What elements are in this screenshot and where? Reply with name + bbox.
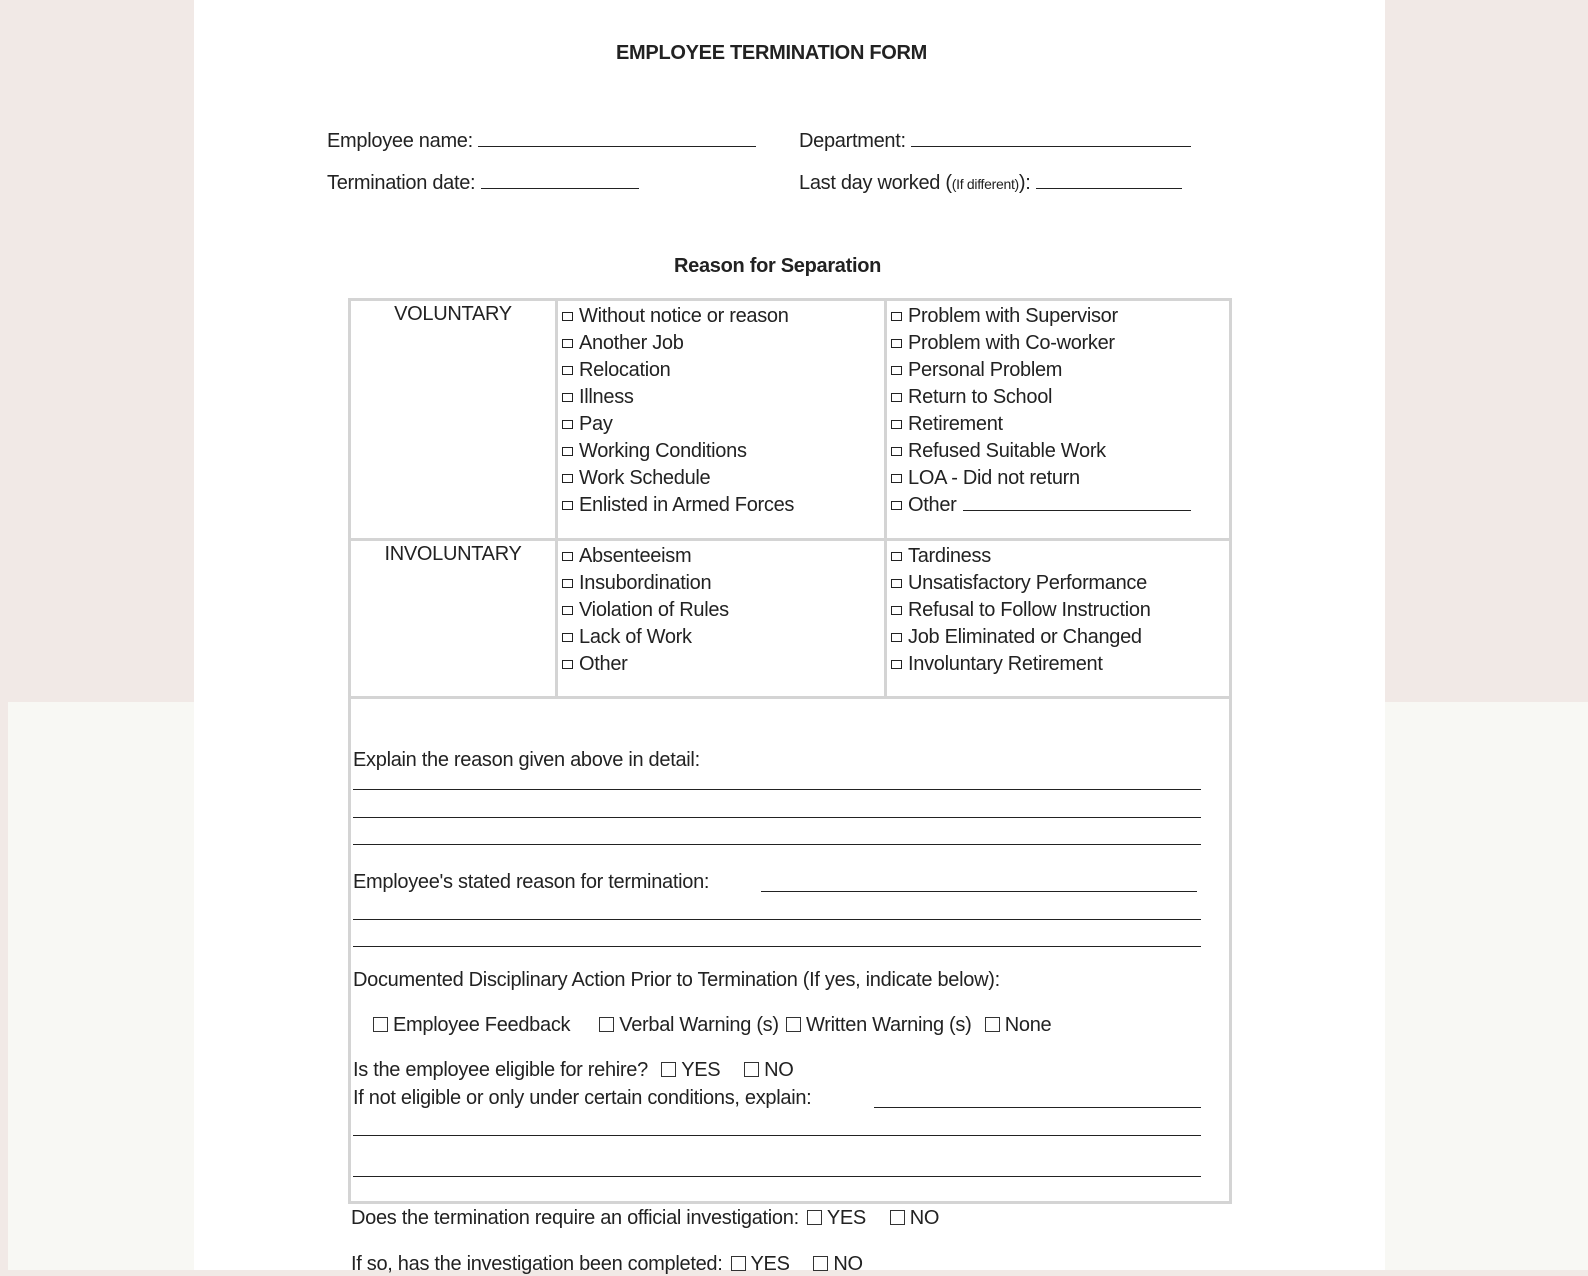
employee-name-label: Employee name: xyxy=(327,130,473,152)
last-day-note: (If different) xyxy=(951,176,1019,192)
involuntary-label: INVOLUNTARY xyxy=(350,540,557,698)
option-label: Unsatisfactory Performance xyxy=(908,572,1147,594)
option-label: Tardiness xyxy=(908,545,991,567)
option-label: Insubordination xyxy=(579,572,712,594)
reason-checkbox-option[interactable] xyxy=(562,357,880,384)
reason-checkbox-option[interactable] xyxy=(562,465,880,492)
checkbox-icon xyxy=(562,606,573,615)
checkbox-icon xyxy=(891,366,902,375)
department-label: Department: xyxy=(799,130,906,152)
involuntary-col1 xyxy=(557,540,886,698)
reason-checkbox-option[interactable] xyxy=(562,624,880,651)
last-day-label: Last day worked xyxy=(799,172,941,194)
checkbox-none[interactable]: None xyxy=(977,1014,1052,1036)
checkbox-icon xyxy=(562,552,573,561)
checkbox-icon xyxy=(562,420,573,429)
option-label: Other xyxy=(908,494,957,516)
completed-yes-checkbox[interactable]: YES xyxy=(723,1253,790,1275)
details-section xyxy=(350,698,1231,1203)
option-label: Work Schedule xyxy=(579,467,711,489)
investigation-question: Does the termination require an official investigation: YES NO xyxy=(351,1207,940,1229)
checkbox-icon xyxy=(562,633,573,642)
option-label: Relocation xyxy=(579,359,671,381)
department-field[interactable] xyxy=(799,128,1191,153)
rehire-question: Is the employee eligible for rehire? YES NO xyxy=(353,1059,794,1081)
reason-checkbox-option[interactable] xyxy=(562,303,880,330)
checkbox-icon xyxy=(562,579,573,588)
reason-checkbox-option[interactable] xyxy=(891,303,1225,330)
stated-reason-label: Employee's stated reason for termination: xyxy=(353,871,710,893)
checkbox-verbal-warning[interactable]: Verbal Warning (s) xyxy=(591,1014,778,1036)
option-label: Return to School xyxy=(908,386,1053,408)
reason-checkbox-option[interactable] xyxy=(562,570,880,597)
reason-checkbox-option[interactable] xyxy=(891,411,1225,438)
checkbox-icon xyxy=(891,606,902,615)
option-label: Other xyxy=(579,653,628,675)
reason-checkbox-option[interactable] xyxy=(562,411,880,438)
reason-checkbox-option[interactable] xyxy=(891,543,1225,570)
checkbox-icon xyxy=(891,552,902,561)
reason-checkbox-option[interactable] xyxy=(891,357,1225,384)
completed-no-checkbox[interactable]: NO xyxy=(805,1253,862,1275)
option-label: Job Eliminated or Changed xyxy=(908,626,1142,648)
option-label: Violation of Rules xyxy=(579,599,729,621)
investigation-no-checkbox[interactable]: NO xyxy=(882,1207,939,1229)
checkbox-icon xyxy=(891,501,902,510)
voluntary-label: VOLUNTARY xyxy=(350,300,557,540)
checkbox-icon xyxy=(562,393,573,402)
explain-label: Explain the reason given above in detail: xyxy=(353,749,700,771)
other-line[interactable] xyxy=(963,492,1191,511)
checkbox-icon xyxy=(891,339,902,348)
reason-checkbox-option[interactable] xyxy=(562,543,880,570)
option-label: Involuntary Retirement xyxy=(908,653,1103,675)
reason-checkbox-option[interactable] xyxy=(891,492,1225,519)
reason-checkbox-option[interactable] xyxy=(891,597,1225,624)
document-page xyxy=(194,0,1385,1275)
rehire-no-checkbox[interactable]: NO xyxy=(736,1059,793,1081)
rehire-explain-line[interactable] xyxy=(353,1176,1201,1177)
option-label: Absenteeism xyxy=(579,545,692,567)
checkbox-icon xyxy=(891,447,902,456)
checkbox-icon xyxy=(562,366,573,375)
option-label: Lack of Work xyxy=(579,626,692,648)
option-label: Refusal to Follow Instruction xyxy=(908,599,1151,621)
reason-checkbox-option[interactable] xyxy=(562,384,880,411)
option-label: Problem with Supervisor xyxy=(908,305,1118,327)
reason-checkbox-option[interactable] xyxy=(891,330,1225,357)
checkbox-icon xyxy=(562,339,573,348)
rehire-yes-checkbox[interactable]: YES xyxy=(653,1059,720,1081)
reason-checkbox-option[interactable] xyxy=(562,492,880,519)
option-label: Working Conditions xyxy=(579,440,747,462)
option-label: Another Job xyxy=(579,332,684,354)
termination-date-field[interactable] xyxy=(327,170,639,195)
reason-checkbox-option[interactable] xyxy=(562,651,880,678)
reason-checkbox-option[interactable] xyxy=(891,384,1225,411)
employee-name-field[interactable] xyxy=(327,128,756,153)
checkbox-written-warning[interactable]: Written Warning (s) xyxy=(784,1014,971,1036)
checkbox-employee-feedback[interactable]: Employee Feedback xyxy=(365,1014,570,1036)
checkbox-icon xyxy=(891,474,902,483)
reason-table xyxy=(348,298,1232,1204)
checkbox-icon xyxy=(891,420,902,429)
voluntary-col2 xyxy=(886,300,1231,540)
termination-date-label: Termination date: xyxy=(327,172,476,194)
last-day-field[interactable]: Last day worked ((If different)): xyxy=(799,170,1182,195)
disciplinary-label: Documented Disciplinary Action Prior to Termination (If yes, indicate below): xyxy=(353,969,1000,991)
form-title: EMPLOYEE TERMINATION FORM xyxy=(616,42,928,64)
disciplinary-options xyxy=(365,1014,1051,1037)
stated-reason-line[interactable] xyxy=(761,891,1197,892)
reason-checkbox-option[interactable] xyxy=(891,570,1225,597)
reason-checkbox-option[interactable] xyxy=(562,438,880,465)
reason-checkbox-option[interactable] xyxy=(891,438,1225,465)
stated-reason-line[interactable] xyxy=(353,946,1201,947)
option-label: Pay xyxy=(579,413,613,435)
stated-reason-line[interactable] xyxy=(353,919,1201,920)
option-label: Without notice or reason xyxy=(579,305,789,327)
rehire-explain-line[interactable] xyxy=(353,1135,1201,1136)
checkbox-icon xyxy=(891,312,902,321)
involuntary-col2 xyxy=(886,540,1231,698)
option-label: Enlisted in Armed Forces xyxy=(579,494,795,516)
rehire-explain-label: If not eligible or only under certain conditions, explain: xyxy=(353,1087,812,1109)
reason-checkbox-option[interactable] xyxy=(891,624,1225,651)
rehire-explain-line[interactable] xyxy=(874,1107,1201,1108)
reason-checkbox-option[interactable] xyxy=(891,465,1225,492)
option-label: Retirement xyxy=(908,413,1003,435)
investigation-completed-question: If so, has the investigation been completed: YES NO xyxy=(351,1253,863,1275)
checkbox-icon xyxy=(562,447,573,456)
reason-checkbox-option[interactable] xyxy=(562,330,880,357)
checkbox-icon xyxy=(562,501,573,510)
checkbox-icon xyxy=(562,660,573,669)
checkbox-icon xyxy=(562,474,573,483)
checkbox-icon xyxy=(891,579,902,588)
reason-checkbox-option[interactable] xyxy=(562,597,880,624)
explain-line[interactable] xyxy=(353,844,1201,845)
explain-line[interactable] xyxy=(353,789,1201,790)
option-label: Problem with Co-worker xyxy=(908,332,1115,354)
option-label: Refused Suitable Work xyxy=(908,440,1106,462)
colon: : xyxy=(1025,172,1031,194)
checkbox-icon xyxy=(562,312,573,321)
reason-checkbox-option[interactable] xyxy=(891,651,1225,678)
option-label: Personal Problem xyxy=(908,359,1063,381)
section-title: Reason for Separation xyxy=(674,255,882,277)
option-label: LOA - Did not return xyxy=(908,467,1080,489)
option-label: Illness xyxy=(579,386,634,408)
voluntary-col1 xyxy=(557,300,886,540)
checkbox-icon xyxy=(891,633,902,642)
checkbox-icon xyxy=(891,393,902,402)
explain-line[interactable] xyxy=(353,817,1201,818)
checkbox-icon xyxy=(891,660,902,669)
investigation-yes-checkbox[interactable]: YES xyxy=(799,1207,866,1229)
